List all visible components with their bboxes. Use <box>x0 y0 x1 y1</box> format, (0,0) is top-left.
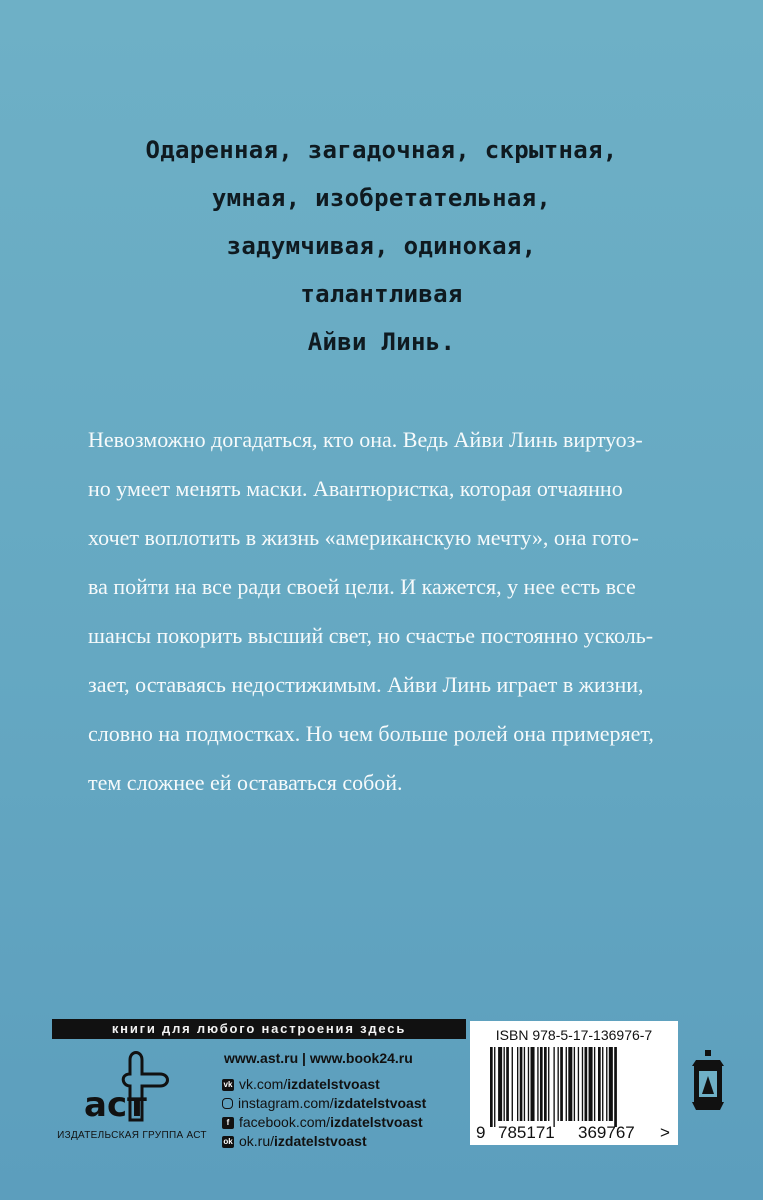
book-blurb <box>88 415 688 807</box>
social-handle: izdatelstvoast <box>330 1114 423 1130</box>
tagline-line-2: умная, изобретательная, <box>211 184 552 212</box>
tagline-line-3: задумчивая, одинокая, <box>226 232 537 260</box>
tagline-line-1: Одаренная, загадочная, скрытная, <box>145 136 618 164</box>
barcode-stripe <box>520 1047 523 1121</box>
social-link-instagram[interactable] <box>222 1094 426 1113</box>
barcode-stripe <box>560 1047 563 1121</box>
barcode-stripe <box>574 1047 575 1121</box>
social-link-ok[interactable] <box>222 1132 426 1151</box>
barcode-stripe <box>494 1047 495 1127</box>
social-handle: izdatelstvoast <box>287 1076 380 1092</box>
social-prefix: vk.com/ <box>239 1076 288 1092</box>
blurb-line-6: зает, оставаясь недостижимым. Айви Линь играет в жизни, <box>88 672 644 697</box>
barcode-stripe <box>548 1047 549 1121</box>
barcode-stripe <box>512 1047 513 1121</box>
barcode-stripe <box>598 1047 601 1121</box>
vk-icon: vk <box>223 1079 233 1089</box>
social-handle: izdatelstvoast <box>333 1095 427 1111</box>
odnoklassniki-icon: ok <box>223 1136 233 1146</box>
blurb-line-4: ва пойти на все ради своей цели. И кажется, у нее есть все <box>88 574 636 599</box>
barcode-stripe <box>589 1047 593 1121</box>
social-link-vk[interactable] <box>222 1075 426 1094</box>
barcode-stripe <box>490 1047 493 1127</box>
barcode-stripe <box>531 1047 535 1121</box>
blurb-line-5: шансы покорить высший свет, но счастье постоянно усколь- <box>88 623 654 648</box>
logo-text: аст <box>84 1085 147 1125</box>
barcode-stripe <box>504 1047 505 1121</box>
barcode-stripe <box>606 1047 607 1121</box>
social-links <box>222 1075 426 1151</box>
barcode-stripe <box>544 1047 547 1121</box>
barcode <box>490 1047 660 1127</box>
lantern-icon <box>690 1050 726 1112</box>
barcode-stripe <box>558 1047 559 1121</box>
tagline-line-5: Айви Линь. <box>307 328 456 356</box>
barcode-stripe <box>602 1047 603 1121</box>
blurb-line-3: хочет воплотить в жизнь «американскую мечту», она гото- <box>88 525 639 550</box>
barcode-stripe <box>537 1047 538 1121</box>
barcode-stripe <box>568 1047 572 1121</box>
barcode-stripe <box>517 1047 518 1121</box>
barcode-group-1: 785171 <box>498 1123 555 1142</box>
tagline <box>0 126 763 366</box>
tagline-line-4: талантливая <box>300 280 463 308</box>
social-handle: izdatelstvoast <box>274 1133 367 1149</box>
barcode-stripe <box>585 1047 588 1121</box>
blurb-line-1: Невозможно догадаться, кто она. Ведь Айви Линь виртуоз- <box>88 427 643 452</box>
barcode-stripe <box>578 1047 579 1121</box>
barcode-stripe <box>609 1047 613 1121</box>
ast-logo <box>78 1050 188 1126</box>
social-prefix: ok.ru/ <box>239 1133 275 1149</box>
barcode-stripe <box>524 1047 525 1121</box>
barcode-stripe <box>506 1047 509 1121</box>
social-prefix: instagram.com/ <box>238 1095 334 1111</box>
isbn-number: ISBN 978-5-17-136976-7 <box>495 1027 653 1043</box>
barcode-stripe <box>566 1047 567 1121</box>
barcode-group-2: 369767 <box>578 1123 635 1142</box>
social-link-facebook[interactable] <box>222 1113 426 1132</box>
blurb-line-7: словно на подмостках. Но чем больше ролей она примеряет, <box>88 721 654 746</box>
blurb-line-2: но умеет менять маски. Авантюристка, которая отчаянно <box>88 476 623 501</box>
barcode-stripe <box>553 1047 554 1127</box>
social-prefix: facebook.com/ <box>239 1114 331 1130</box>
barcode-stripe <box>614 1047 617 1127</box>
promo-bar: книги для любого настроения здесь <box>52 1019 466 1039</box>
publisher-websites[interactable]: www.ast.ru | www.book24.ru <box>224 1050 413 1066</box>
barcode-lead-digit: 9 <box>476 1123 486 1142</box>
barcode-stripe <box>582 1047 583 1121</box>
facebook-icon: f <box>222 1117 234 1129</box>
barcode-stripe <box>540 1047 543 1121</box>
instagram-icon <box>222 1098 233 1109</box>
barcode-stripe <box>528 1047 529 1121</box>
barcode-block <box>470 1021 678 1145</box>
blurb-line-8: тем сложнее ей оставаться собой. <box>88 770 403 795</box>
barcode-tail: > <box>660 1123 670 1142</box>
publisher-name: ИЗДАТЕЛЬСКАЯ ГРУППА АСТ <box>57 1130 207 1141</box>
barcode-stripe <box>498 1047 502 1121</box>
barcode-stripe <box>594 1047 595 1121</box>
